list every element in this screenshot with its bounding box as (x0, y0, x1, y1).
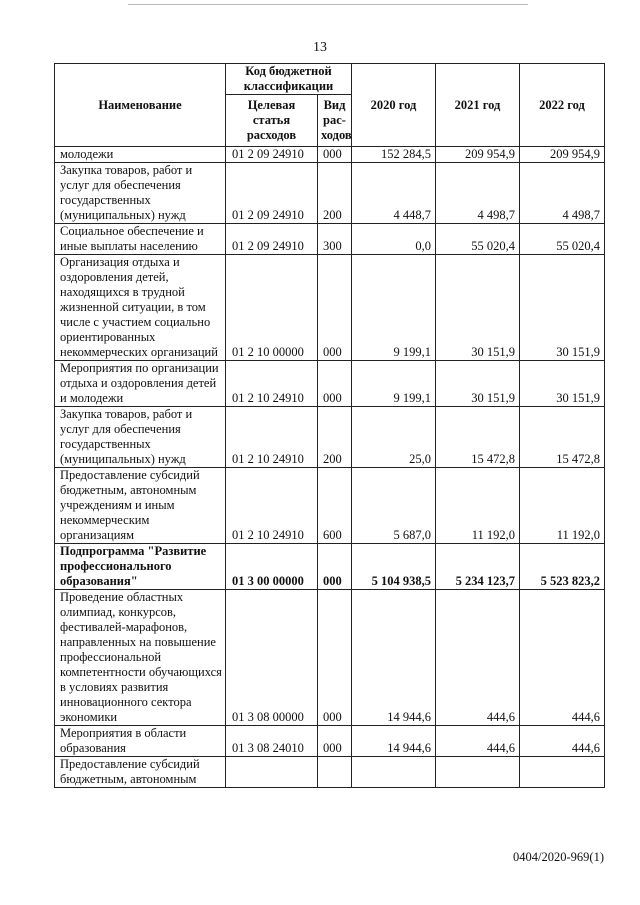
cell-name: Предоставление субсидий бюджетным, автономным (55, 757, 226, 788)
table-row (55, 544, 605, 590)
cell-type: 000 (318, 255, 352, 361)
cell-code: 01 2 10 24910 (226, 361, 318, 407)
cell-y2020: 4 448,7 (352, 163, 436, 224)
table-row (55, 757, 605, 788)
cell-code: 01 2 09 24910 (226, 163, 318, 224)
cell-y2022: 30 151,9 (520, 255, 605, 361)
table-header (55, 64, 605, 147)
table-row (55, 224, 605, 255)
header-target: Целевая статья расходов (226, 95, 318, 147)
cell-y2022: 55 020,4 (520, 224, 605, 255)
cell-y2022 (520, 757, 605, 788)
table-row (55, 468, 605, 544)
cell-code: 01 2 10 00000 (226, 255, 318, 361)
cell-y2021: 444,6 (436, 726, 520, 757)
cell-name: Мероприятия в области образования (55, 726, 226, 757)
table-row (55, 726, 605, 757)
cell-type: 200 (318, 163, 352, 224)
table-row (55, 590, 605, 726)
cell-name: молодежи (55, 147, 226, 163)
top-scan-line (128, 4, 528, 5)
cell-y2021: 15 472,8 (436, 407, 520, 468)
cell-code: 01 3 08 00000 (226, 590, 318, 726)
cell-y2020: 152 284,5 (352, 147, 436, 163)
cell-y2022: 5 523 823,2 (520, 544, 605, 590)
cell-y2021: 30 151,9 (436, 361, 520, 407)
cell-y2021: 11 192,0 (436, 468, 520, 544)
cell-y2022: 11 192,0 (520, 468, 605, 544)
cell-code: 01 2 10 24910 (226, 468, 318, 544)
cell-type: 000 (318, 544, 352, 590)
table-body (55, 147, 605, 788)
header-2021: 2021 год (436, 64, 520, 147)
table-row (55, 163, 605, 224)
table-row (55, 255, 605, 361)
cell-name: Подпрограмма "Развитие профессионального образования" (55, 544, 226, 590)
cell-code: 01 3 00 00000 (226, 544, 318, 590)
cell-y2020: 9 199,1 (352, 255, 436, 361)
cell-type: 000 (318, 147, 352, 163)
header-2022: 2022 год (520, 64, 605, 147)
header-code-group: Код бюджетной классификации (226, 64, 352, 95)
cell-y2020: 14 944,6 (352, 590, 436, 726)
cell-name: Социальное обеспечение и иные выплаты населению (55, 224, 226, 255)
cell-type: 000 (318, 726, 352, 757)
cell-code (226, 757, 318, 788)
table-row (55, 147, 605, 163)
cell-y2021: 444,6 (436, 590, 520, 726)
cell-y2020 (352, 757, 436, 788)
cell-y2022: 15 472,8 (520, 407, 605, 468)
cell-type: 600 (318, 468, 352, 544)
cell-type: 000 (318, 590, 352, 726)
cell-type (318, 757, 352, 788)
header-type: Вид рас-ходов (318, 95, 352, 147)
cell-y2020: 0,0 (352, 224, 436, 255)
cell-name: Закупка товаров, работ и услуг для обеспечения государственных (муниципальных) нужд (55, 407, 226, 468)
cell-y2021: 209 954,9 (436, 147, 520, 163)
budget-table (54, 63, 605, 788)
cell-y2022: 444,6 (520, 590, 605, 726)
cell-name: Предоставление субсидий бюджетным, автономным учреждениям и иным некоммерческим организациям (55, 468, 226, 544)
cell-y2020: 9 199,1 (352, 361, 436, 407)
page-number: 13 (313, 40, 327, 55)
header-name: Наименование (55, 64, 226, 147)
cell-code: 01 3 08 24010 (226, 726, 318, 757)
header-2020: 2020 год (352, 64, 436, 147)
cell-code: 01 2 09 24910 (226, 224, 318, 255)
cell-y2021: 30 151,9 (436, 255, 520, 361)
cell-name: Проведение областных олимпиад, конкурсов, фестивалей-марафонов, направленных на повышение профессиональной компетентности обучающихся в условиях развития инновационного сектора экономики (55, 590, 226, 726)
cell-y2022: 4 498,7 (520, 163, 605, 224)
cell-y2021: 55 020,4 (436, 224, 520, 255)
cell-type: 000 (318, 361, 352, 407)
cell-name: Закупка товаров, работ и услуг для обеспечения государственных (муниципальных) нужд (55, 163, 226, 224)
cell-name: Мероприятия по организации отдыха и оздоровления детей и молодежи (55, 361, 226, 407)
cell-y2022: 30 151,9 (520, 361, 605, 407)
cell-y2020: 14 944,6 (352, 726, 436, 757)
cell-y2021: 5 234 123,7 (436, 544, 520, 590)
cell-name: Организация отдыха и оздоровления детей, находящихся в трудной жизненной ситуации, в том числе с участием социально ориентированных некоммерческих организаций (55, 255, 226, 361)
cell-code: 01 2 09 24910 (226, 147, 318, 163)
cell-y2021 (436, 757, 520, 788)
cell-y2020: 25,0 (352, 407, 436, 468)
cell-type: 200 (318, 407, 352, 468)
cell-type: 300 (318, 224, 352, 255)
cell-y2021: 4 498,7 (436, 163, 520, 224)
cell-y2022: 209 954,9 (520, 147, 605, 163)
cell-y2020: 5 687,0 (352, 468, 436, 544)
cell-y2020: 5 104 938,5 (352, 544, 436, 590)
cell-code: 01 2 10 24910 (226, 407, 318, 468)
table-row (55, 407, 605, 468)
cell-y2022: 444,6 (520, 726, 605, 757)
table-row (55, 361, 605, 407)
document-code: 0404/2020-969(1) (513, 850, 604, 864)
